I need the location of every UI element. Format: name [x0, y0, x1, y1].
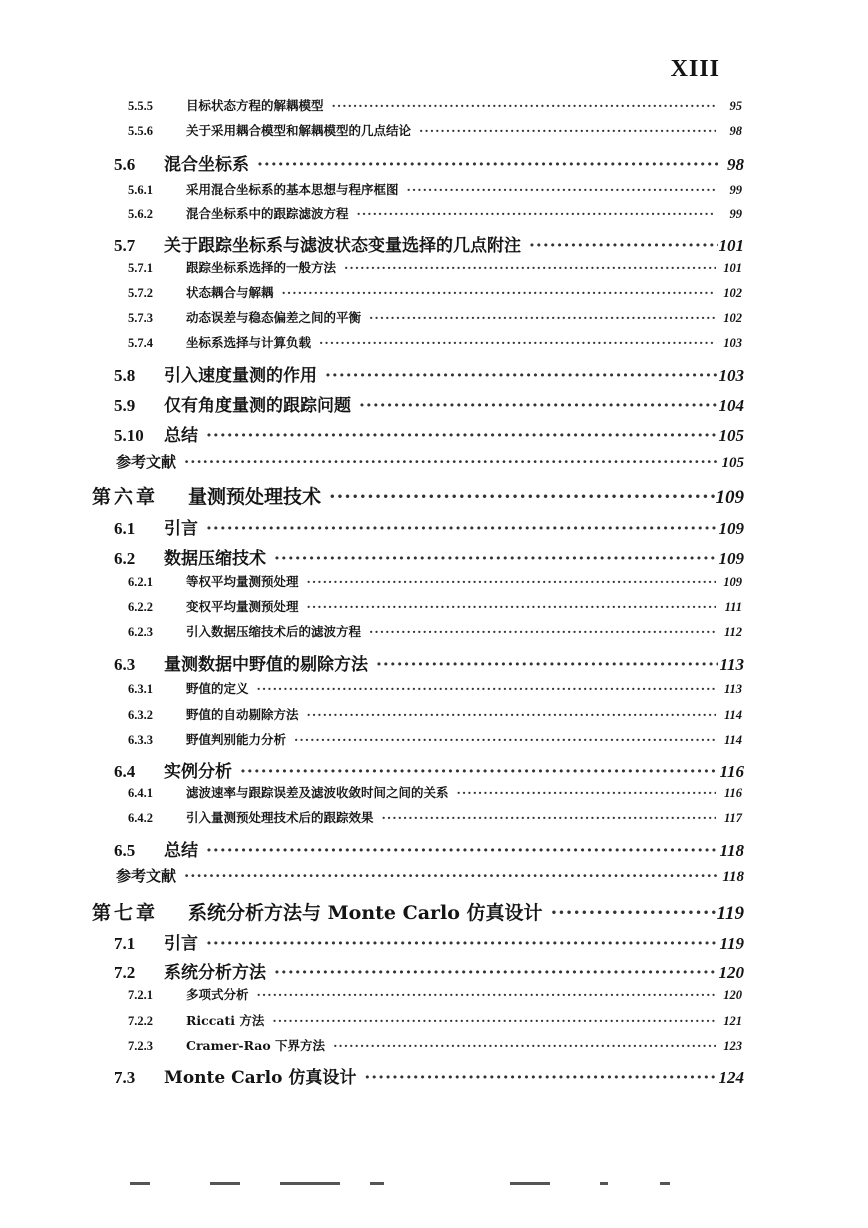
dot-leader [270, 549, 718, 569]
toc-entry [114, 757, 744, 782]
dot-leader [403, 182, 716, 197]
entry-page-number: 98 [727, 155, 744, 174]
scan-artifact-marks [130, 1182, 690, 1188]
entry-page-number: 120 [723, 988, 742, 1002]
dot-leader [290, 732, 716, 747]
entry-page-number: 98 [729, 124, 742, 138]
entry-number: 5.8 [114, 366, 136, 385]
entry-page-number: 114 [723, 733, 742, 747]
entry-title: 总结 [164, 426, 198, 446]
entry-page-number: 102 [723, 286, 742, 300]
toc-entry [114, 150, 744, 175]
entry-title: 等权平均量测预处理 [186, 574, 299, 589]
entry-number: 5.7.1 [128, 261, 153, 275]
dot-leader [303, 574, 716, 589]
entry-page-number: 103 [723, 336, 742, 350]
entry-title: 量测预处理技术 [188, 486, 322, 508]
entry-number: 5.10 [114, 426, 144, 445]
entry-page-number: 111 [724, 600, 742, 614]
entry-title: 混合坐标系中的跟踪滤波方程 [186, 206, 349, 221]
entry-title: Cramer-Rao 下界方法 [186, 1038, 326, 1053]
toc-entry [128, 1036, 742, 1054]
toc-entry [128, 730, 742, 748]
toc-entry [128, 783, 742, 801]
entry-number: 5.7 [114, 236, 136, 255]
entry-title: 目标状态方程的解耦模型 [186, 98, 324, 113]
toc-entry [114, 391, 744, 416]
entry-page-number: 109 [718, 549, 744, 568]
entry-number: 6.2.3 [128, 625, 153, 639]
entry-page-number: 123 [723, 1039, 742, 1053]
entry-title: 混合坐标系 [164, 155, 249, 175]
entry-title: 野值判别能力分析 [186, 732, 287, 747]
toc-entry [114, 958, 744, 983]
entry-title: 参考文献 [116, 867, 177, 885]
dot-leader [202, 841, 718, 861]
entry-number: 5.5.5 [128, 99, 153, 113]
entry-title: 仅有角度量测的跟踪问题 [164, 396, 351, 416]
entry-number: 6.2 [114, 549, 136, 568]
entry-page-number: 104 [718, 396, 744, 415]
dot-leader [329, 1038, 716, 1053]
toc-entry [128, 622, 742, 640]
dot-leader [236, 762, 718, 782]
entry-page-number: 117 [723, 811, 742, 825]
entry-page-number: 109 [715, 487, 744, 508]
entry-title: Riccati 方法 [186, 1013, 265, 1028]
chapter-entry [92, 898, 744, 925]
toc-entry [114, 1063, 744, 1088]
dot-leader [453, 785, 716, 800]
entry-number: 第六章 [92, 487, 159, 508]
entry-number: 5.7.4 [128, 336, 153, 350]
entry-page-number: 116 [719, 762, 744, 781]
dot-leader [365, 310, 716, 325]
dot-leader [340, 260, 716, 275]
entry-number: 6.4.1 [128, 786, 153, 800]
entry-title: 引入数据压缩技术后的滤波方程 [186, 624, 362, 639]
entry-number: 6.4 [114, 762, 136, 781]
toc-entry [128, 204, 742, 222]
dot-leader [303, 707, 716, 722]
entry-page-number: 121 [723, 1014, 742, 1028]
toc-entry [114, 514, 744, 539]
entry-number: 5.6.1 [128, 183, 153, 197]
entry-number: 6.2.1 [128, 575, 153, 589]
entry-title: 引入量测预处理技术后的跟踪效果 [186, 810, 374, 825]
entry-number: 5.5.6 [128, 124, 153, 138]
dot-leader [253, 681, 716, 696]
entry-title: 引言 [164, 519, 198, 539]
dot-leader [365, 624, 716, 639]
entry-number: 7.2.2 [128, 1014, 153, 1028]
dot-leader [353, 206, 716, 221]
entry-page-number: 105 [718, 426, 744, 445]
entry-number: 第七章 [92, 903, 159, 924]
dot-leader [270, 963, 718, 983]
entry-title: 引入速度量测的作用 [164, 366, 317, 386]
entry-number: 5.6 [114, 155, 136, 174]
dot-leader [278, 285, 716, 300]
entry-title: 多项式分析 [186, 987, 249, 1002]
entry-title: Monte Carlo 仿真设计 [164, 1068, 357, 1088]
entry-page-number: 105 [721, 455, 744, 471]
entry-page-number: 114 [723, 708, 742, 722]
entry-title: 系统分析方法 [164, 963, 266, 983]
entry-page-number: 113 [719, 655, 744, 674]
toc-entry [114, 929, 744, 954]
toc-entry [116, 451, 744, 472]
entry-number: 6.1 [114, 519, 136, 538]
dot-leader [180, 867, 718, 885]
dot-leader [321, 366, 718, 386]
entry-title: 动态误差与稳态偏差之间的平衡 [186, 310, 362, 325]
entry-number: 7.3 [114, 1068, 136, 1087]
entry-number: 7.1 [114, 934, 136, 953]
entry-number: 7.2 [114, 963, 136, 982]
entry-page-number: 109 [723, 575, 742, 589]
entry-number: 6.4.2 [128, 811, 153, 825]
entry-number: 5.9 [114, 396, 136, 415]
entry-number: 6.3.3 [128, 733, 153, 747]
entry-page-number: 120 [718, 963, 744, 982]
entry-title: 引言 [164, 934, 198, 954]
entry-title: 总结 [164, 841, 198, 861]
dot-leader [415, 123, 716, 138]
toc-entry [128, 180, 742, 198]
dot-leader [378, 810, 716, 825]
entry-page-number: 124 [718, 1068, 744, 1087]
entry-title: 变权平均量测预处理 [186, 599, 299, 614]
entry-page-number: 112 [723, 625, 742, 639]
entry-page-number: 101 [718, 236, 744, 255]
entry-title: 数据压缩技术 [164, 549, 266, 569]
toc-entry [114, 836, 744, 861]
dot-leader [355, 396, 718, 416]
entry-title: 跟踪坐标系选择的一般方法 [186, 260, 337, 275]
dot-leader [372, 655, 718, 675]
entry-number: 5.7.2 [128, 286, 153, 300]
entry-number: 5.7.3 [128, 311, 153, 325]
dot-leader [202, 519, 718, 539]
toc-entry [128, 258, 742, 276]
entry-title: 关于跟踪坐标系与滤波状态变量选择的几点附注 [164, 236, 521, 256]
toc-entry [128, 808, 742, 826]
dot-leader [360, 1068, 718, 1088]
entry-number: 7.2.3 [128, 1039, 153, 1053]
dot-leader [268, 1013, 716, 1028]
entry-title: 滤波速率与跟踪误差及滤波收敛时间之间的关系 [186, 785, 449, 800]
entry-number: 6.3.1 [128, 682, 153, 696]
entry-page-number: 99 [729, 207, 742, 221]
toc-entry [128, 597, 742, 615]
entry-page-number: 119 [719, 934, 744, 953]
entry-page-number: 119 [716, 903, 744, 924]
toc-entry [116, 865, 744, 886]
entry-title: 系统分析方法与 Monte Carlo 仿真设计 [188, 902, 543, 924]
toc-entry [114, 361, 744, 386]
toc-entry [114, 544, 744, 569]
entry-title: 野值的自动剔除方法 [186, 707, 299, 722]
toc-entry [128, 705, 742, 723]
dot-leader [328, 98, 716, 113]
entry-title: 野值的定义 [186, 681, 249, 696]
chapter-entry [92, 482, 744, 509]
entry-page-number: 102 [723, 311, 742, 325]
toc-entry [128, 283, 742, 301]
entry-page-number: 113 [723, 682, 742, 696]
toc-entry [128, 308, 742, 326]
toc-entry [128, 985, 742, 1003]
entry-title: 关于采用耦合模型和解耦模型的几点结论 [186, 123, 412, 138]
entry-title: 量测数据中野值的剔除方法 [164, 655, 368, 675]
toc-entry [128, 572, 742, 590]
dot-leader [315, 335, 716, 350]
entry-page-number: 101 [723, 261, 742, 275]
toc-entry [128, 679, 742, 697]
dot-leader [202, 934, 718, 954]
page-number: XIII [670, 56, 720, 82]
entry-title: 状态耦合与解耦 [186, 285, 274, 300]
entry-title: 参考文献 [116, 453, 177, 471]
dot-leader [525, 236, 718, 256]
dot-leader [180, 453, 718, 471]
toc-entry [114, 421, 744, 446]
entry-number: 6.3.2 [128, 708, 153, 722]
toc-entry [128, 96, 742, 114]
entry-page-number: 95 [729, 99, 742, 113]
dot-leader [253, 987, 716, 1002]
toc-entry [128, 333, 742, 351]
entry-page-number: 118 [722, 869, 744, 885]
entry-page-number: 118 [719, 841, 744, 860]
entry-page-number: 103 [718, 366, 744, 385]
entry-page-number: 116 [723, 786, 742, 800]
toc-entry [114, 231, 744, 256]
dot-leader [325, 486, 715, 508]
dot-leader [547, 902, 717, 924]
toc-entry [128, 1011, 742, 1029]
entry-title: 采用混合坐标系的基本思想与程序框图 [186, 182, 399, 197]
dot-leader [303, 599, 716, 614]
entry-number: 6.5 [114, 841, 136, 860]
entry-number: 6.2.2 [128, 600, 153, 614]
entry-title: 坐标系选择与计算负载 [186, 335, 312, 350]
toc-entry [114, 650, 744, 675]
entry-page-number: 99 [729, 183, 742, 197]
entry-page-number: 109 [718, 519, 744, 538]
entry-title: 实例分析 [164, 762, 232, 782]
entry-number: 6.3 [114, 655, 136, 674]
toc-entry [128, 121, 742, 139]
entry-number: 5.6.2 [128, 207, 153, 221]
dot-leader [202, 426, 718, 446]
entry-number: 7.2.1 [128, 988, 153, 1002]
dot-leader [253, 155, 718, 175]
